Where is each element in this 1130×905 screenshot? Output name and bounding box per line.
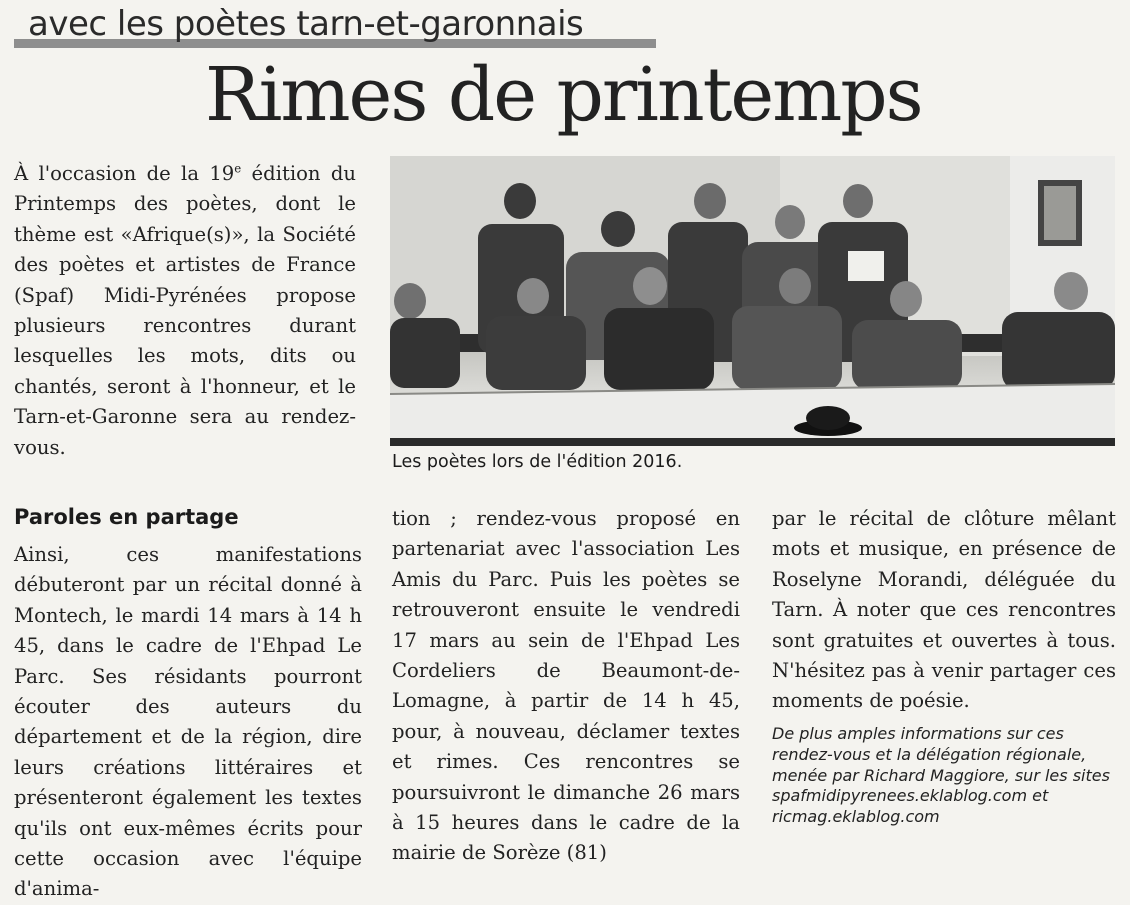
section-subheading: Paroles en partage — [14, 505, 239, 529]
intro-paragraph — [14, 159, 356, 463]
body-column-2 — [392, 504, 740, 869]
headline: Rimes de printemps — [205, 52, 922, 138]
group-photo-illustration — [390, 156, 1115, 446]
body-column-3 — [772, 504, 1116, 717]
kicker-text: avec les poètes tarn-et-garonnais — [28, 4, 584, 44]
photo-caption: Les poètes lors de l'édition 2016. — [392, 452, 683, 472]
more-info-note: De plus amples informations sur ces rendez-vous et la délégation régionale, menée par Richard Maggiore, sur les sites spafmidipyrenees.eklablog.com et ricmag.eklablog.com — [772, 724, 1110, 827]
group-photo — [390, 156, 1115, 446]
body-column-1 — [14, 540, 362, 905]
body-column-3-text: par le récital de clôture mêlant mots et musique, en présence de Roselyne Morandi, déléguée du Tarn. À noter que ces rencontres sont gratuites et ouvertes à tous. N'hésitez pas à venir partager ces moments de poésie. — [772, 507, 1116, 713]
paper-held — [848, 251, 884, 281]
body-column-2-text: tion ; rendez-vous proposé en partenariat avec l'association Les Amis du Parc. Puis les poètes se retrouveront ensuite le vendredi 17 mars au sein de l'Ehpad Les Cordeliers de Beaumont-de-Lomagne, à partir de 14 h 45, pour, à nouveau, déclamer textes et rimes. Ces rencontres se poursuivront le dimanche 26 mars à 15 heures dans le cadre de la mairie de Sorèze (81) — [392, 507, 740, 865]
kicker — [14, 2, 654, 52]
body-column-1-text: Ainsi, ces manifestations débuteront par un récital donné à Montech, le mardi 14 mars à 14 h 45, dans le cadre de l'Ehpad Le Parc. Ses résidants pourront écouter des auteurs du département et de la région, dire leurs créations littéraires et présenteront également les textes qu'ils ont eux-mêmes écrits pour cette occasion avec l'équipe d'anima- — [14, 543, 362, 901]
intro-ordinal-suffix: e — [234, 161, 242, 176]
intro-text-rest: édition du Printemps des poètes, dont le thème est «Afrique(s)», la Société des poètes et artistes de France (Spaf) Midi-Pyrénées propose plusieurs rencontres durant lesquelles les mots, dits ou chantés, seront à l'honneur, et le Tarn-et-Garonne sera au rendez-vous. — [14, 162, 356, 459]
intro-text-start: À l'occasion de la 19 — [14, 162, 235, 185]
